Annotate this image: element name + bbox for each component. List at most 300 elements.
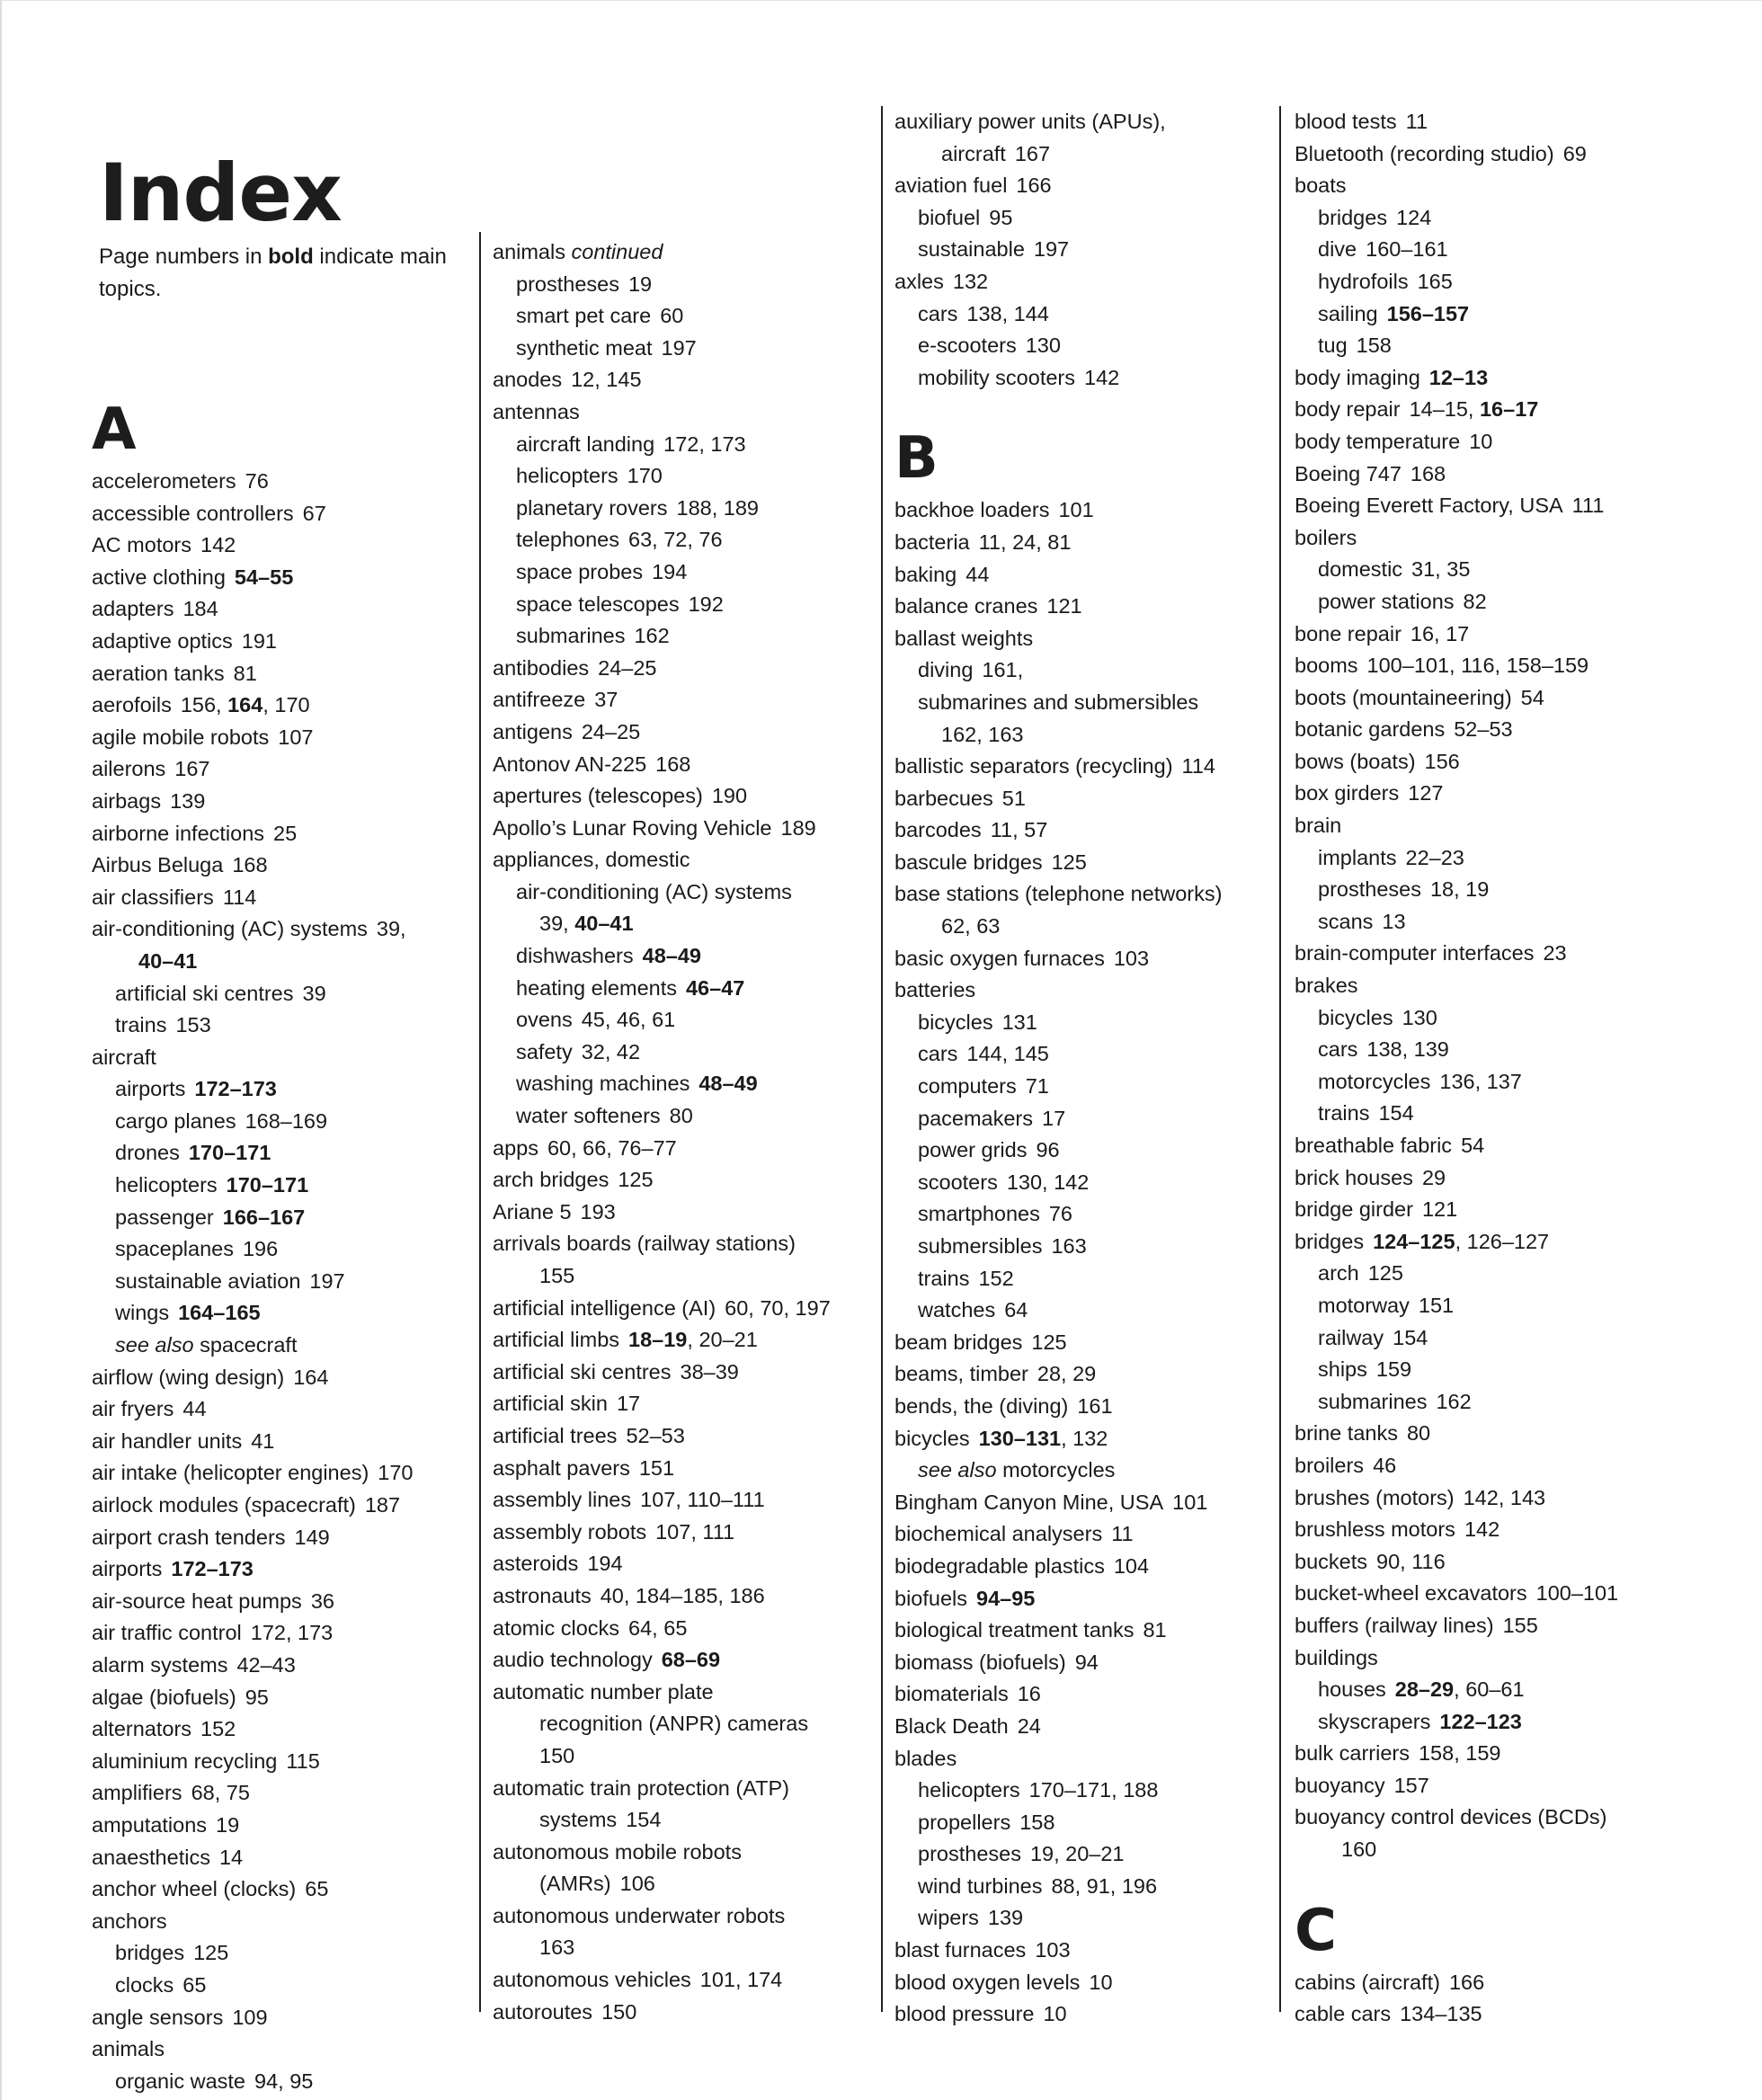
- page-refs: [1357, 334, 1392, 357]
- index-entry: [1295, 938, 1618, 970]
- page-refs: [1543, 941, 1566, 965]
- entry-term: brushless motors: [1295, 1517, 1455, 1542]
- page-refs: [223, 1206, 306, 1229]
- page-ref: 138, 144: [966, 301, 1049, 325]
- page-refs: [1368, 1261, 1403, 1285]
- index-subentry: [493, 876, 831, 909]
- page-refs: [189, 1141, 271, 1164]
- index-entry: [92, 1873, 414, 1906]
- entry-term: skyscrapers: [1318, 1709, 1431, 1733]
- entry-term: alternators: [92, 1717, 192, 1741]
- entry-term: anchors: [92, 1909, 167, 1933]
- index-entry: [92, 1810, 414, 1842]
- page-ref: 40, 184–185, 186: [600, 1583, 765, 1607]
- page-refs: [1378, 1101, 1413, 1125]
- index-entry: [894, 1711, 1222, 1743]
- page-ref: 197: [309, 1268, 345, 1293]
- entry-term: prostheses: [918, 1842, 1021, 1866]
- page-refs: [1182, 754, 1215, 778]
- index-entry: [493, 653, 831, 685]
- page-refs: [1411, 557, 1470, 581]
- page-refs: [1035, 1938, 1070, 1962]
- page-ref: 131: [1001, 1010, 1037, 1034]
- page-ref: , 170: [263, 693, 310, 717]
- page-refs: [181, 693, 310, 716]
- page-refs: [626, 1808, 661, 1831]
- entry-term: Bingham Canyon Mine, USA: [894, 1490, 1164, 1514]
- page-ref: 64, 65: [628, 1615, 688, 1640]
- index-subentry: [894, 1871, 1222, 1903]
- index-subentry: [493, 269, 831, 301]
- index-subentry: [894, 362, 1222, 395]
- index-entry: [894, 1551, 1222, 1583]
- page-refs: [1406, 110, 1428, 133]
- page-ref: 82: [1463, 589, 1487, 613]
- index-subentry: [92, 1137, 414, 1170]
- page-refs: [1422, 1197, 1457, 1221]
- page-ref: 39,: [376, 917, 406, 941]
- page-refs: [1461, 1134, 1484, 1157]
- page-ref: 184: [182, 597, 218, 621]
- page-refs: [1034, 237, 1069, 261]
- index-entry: [894, 1743, 1222, 1775]
- index-subentry: [493, 620, 831, 653]
- page-refs: [223, 885, 256, 909]
- page-ref: 134–135: [1400, 2002, 1482, 2026]
- page-refs: [182, 1973, 206, 1997]
- page-refs: [1393, 1326, 1428, 1349]
- entry-term: ovens: [516, 1008, 573, 1032]
- index-entry: [894, 847, 1222, 879]
- page-refs: [1382, 910, 1405, 933]
- index-entry: [894, 527, 1222, 559]
- entry-term: wind turbines: [918, 1873, 1043, 1898]
- entry-term: atomic clocks: [493, 1615, 620, 1640]
- entry-term: appliances, domestic: [493, 848, 690, 872]
- index-entry: [493, 1164, 831, 1197]
- page-refs: [1052, 850, 1087, 874]
- see-also-label: see also: [115, 1333, 194, 1357]
- entry-term: arch bridges: [493, 1168, 610, 1192]
- entry-term: blast furnaces: [894, 1938, 1027, 1962]
- page-refs: [582, 1008, 676, 1031]
- index-entry: [894, 1647, 1222, 1679]
- page-ref: 17: [1042, 1106, 1066, 1130]
- page-refs: [1394, 1774, 1429, 1797]
- entry-term: automatic number plate: [493, 1679, 714, 1704]
- page-refs: [1419, 1741, 1500, 1765]
- page-refs: [663, 432, 745, 456]
- page-refs: [581, 1200, 616, 1224]
- page-ref: 17: [616, 1392, 641, 1416]
- index-subentry: [493, 1260, 831, 1293]
- page-ref: 187: [364, 1493, 401, 1517]
- entry-term: amputations: [92, 1812, 208, 1837]
- page-ref-main-topic: 122–123: [1439, 1709, 1522, 1733]
- index-entry: [493, 1420, 831, 1453]
- index-entry: [1295, 394, 1618, 426]
- page-ref: 127: [1408, 781, 1444, 805]
- index-subentry: [92, 1170, 414, 1202]
- page-ref: 25: [273, 821, 298, 845]
- index-entry: [894, 106, 1222, 138]
- index-entry: [894, 783, 1222, 815]
- page-ref: 19: [216, 1812, 240, 1837]
- page-ref: 44: [966, 562, 990, 586]
- index-entry: [493, 1324, 831, 1357]
- page-top-edge: [0, 0, 1762, 1]
- page-ref: 189: [780, 815, 816, 840]
- entry-term: ailerons: [92, 757, 166, 781]
- entry-term: air fryers: [92, 1397, 174, 1421]
- page-ref: 52–53: [626, 1423, 685, 1447]
- page-ref: 46: [1373, 1453, 1397, 1477]
- entry-term: mobility scooters: [918, 365, 1075, 389]
- page-refs: [689, 592, 724, 616]
- index-entry: [894, 878, 1222, 911]
- section-letter: A: [92, 396, 137, 463]
- page-refs: [194, 1077, 277, 1100]
- page-refs: [182, 597, 218, 620]
- page-ref: 172, 173: [250, 1621, 334, 1645]
- index-entry: [92, 466, 414, 498]
- page-refs: [1114, 947, 1149, 970]
- page-refs: [1439, 1710, 1522, 1733]
- page-refs: [170, 789, 205, 813]
- index-subentry: [1295, 1322, 1618, 1355]
- page-ref: 156,: [180, 693, 228, 717]
- page-ref: 44: [182, 1397, 207, 1421]
- page-ref: 16: [1017, 1682, 1041, 1706]
- page-ref: 194: [652, 559, 688, 583]
- entry-term: Apollo’s Lunar Roving Vehicle: [493, 815, 772, 840]
- entry-term: apertures (telescopes): [493, 784, 703, 808]
- entry-term: boots (mountaineering): [1295, 685, 1512, 709]
- index-subentry: [894, 138, 1222, 171]
- page-ref: 114: [222, 885, 257, 909]
- index-subentry: [493, 1004, 831, 1037]
- entry-term: bridges: [1318, 205, 1388, 229]
- page-ref: 130: [1025, 334, 1061, 358]
- page-refs: [245, 1686, 269, 1709]
- page-ref: 156: [1424, 749, 1460, 773]
- index-subentry: [894, 1038, 1222, 1071]
- page-refs: [634, 624, 669, 647]
- page-ref: 107, 111: [655, 1519, 735, 1544]
- page-ref: 159: [1375, 1357, 1412, 1382]
- index-entry: [92, 2033, 414, 2066]
- page-refs: [781, 816, 816, 840]
- index-entry: [894, 1358, 1222, 1391]
- page-refs: [601, 2000, 636, 2024]
- page-ref: 90, 116: [1376, 1549, 1446, 1573]
- index-subentry: [894, 202, 1222, 235]
- page-ref: 37: [594, 688, 618, 712]
- index-subentry: [493, 1740, 831, 1773]
- page-refs: [1019, 1811, 1055, 1834]
- index-entry: [493, 716, 831, 749]
- entry-term: railway: [1318, 1325, 1384, 1349]
- page-refs: [941, 914, 1000, 938]
- page-refs: [1536, 1581, 1619, 1605]
- page-ref: 158: [1019, 1810, 1055, 1834]
- page-refs: [1410, 622, 1469, 645]
- entry-term: aircraft: [92, 1045, 156, 1069]
- page-ref: 11: [1405, 110, 1428, 133]
- index-entry: [1295, 1130, 1618, 1162]
- entry-term: bulk carriers: [1295, 1741, 1410, 1766]
- entry-term: drones: [115, 1141, 180, 1165]
- page-refs: [978, 1267, 1013, 1290]
- page-refs: [655, 752, 690, 776]
- entry-term: brain-computer interfaces: [1295, 941, 1535, 965]
- index-entry: [92, 722, 414, 754]
- entry-term: biodegradable plastics: [894, 1553, 1105, 1578]
- page-ref: 60, 66, 76–77: [547, 1135, 677, 1160]
- index-subentry: [1295, 298, 1618, 331]
- page-refs: [1037, 1362, 1096, 1385]
- index-entry: [493, 1773, 831, 1805]
- page-refs: [979, 530, 1072, 554]
- entry-term: boats: [1295, 174, 1347, 198]
- page-ref-main-topic: 46–47: [685, 975, 745, 1000]
- page-refs: [1004, 1298, 1028, 1321]
- entry-term: artificial intelligence (AI): [493, 1295, 716, 1320]
- index-entry: [1295, 1450, 1618, 1482]
- entry-term: buckets: [1295, 1549, 1367, 1573]
- index-subentry: [1295, 586, 1618, 618]
- entry-term: biofuel: [918, 205, 981, 229]
- index-entry: [894, 1998, 1222, 2031]
- page-ref: 95: [989, 205, 1013, 229]
- page-ref: 71: [1025, 1074, 1049, 1099]
- entry-term: hydrofoils: [1318, 269, 1409, 293]
- index-entry: [894, 1487, 1222, 1519]
- entry-term: beams, timber: [894, 1362, 1028, 1386]
- entry-term: adapters: [92, 597, 174, 621]
- entry-term: motorway: [1318, 1293, 1410, 1317]
- entry-term: body temperature: [1295, 429, 1461, 453]
- page-ref: 160: [1341, 1838, 1377, 1862]
- page-refs: [1366, 1037, 1448, 1061]
- page-refs: [539, 912, 634, 935]
- page-refs: [617, 1392, 640, 1415]
- page-ref: 168: [1410, 461, 1446, 485]
- page-ref: 14: [218, 1845, 244, 1869]
- entry-term: astronauts: [493, 1583, 592, 1607]
- page-refs: [677, 496, 759, 520]
- entry-term: domestic: [1318, 557, 1403, 582]
- index-entry: [493, 1580, 831, 1613]
- entry-term: aircraft: [941, 141, 1006, 165]
- index-entry: [894, 1423, 1222, 1455]
- page-refs: [193, 1941, 228, 1964]
- index-subentry: [493, 1037, 831, 1069]
- page-ref: 144, 145: [966, 1042, 1049, 1066]
- entry-term: artificial limbs: [493, 1328, 620, 1352]
- page-refs: [378, 1461, 413, 1484]
- page-ref: 161: [1077, 1393, 1113, 1418]
- page-ref-main-topic: 48–49: [699, 1072, 758, 1096]
- page-ref: 11: [1111, 1522, 1134, 1546]
- entry-term: water softeners: [516, 1104, 661, 1128]
- index-subentry: [493, 908, 831, 940]
- page-ref: 150: [539, 1743, 575, 1767]
- entry-term: anodes: [493, 368, 563, 392]
- page-ref: 65: [182, 1972, 207, 1997]
- page-refs: [293, 1366, 328, 1389]
- entry-term: cars: [918, 301, 958, 325]
- entry-term: autonomous mobile robots: [493, 1839, 742, 1864]
- index-entry: [1295, 810, 1618, 842]
- entry-term: animals: [92, 2037, 165, 2061]
- index-entry: [92, 1650, 414, 1682]
- page-ref: 139: [170, 788, 206, 813]
- entry-term: AC motors: [92, 533, 191, 557]
- entry-term: artificial ski centres: [115, 981, 294, 1005]
- index-entry: [493, 813, 831, 845]
- page-refs: [670, 1104, 693, 1127]
- entry-term: implants: [1318, 845, 1397, 869]
- page-refs: [1373, 1454, 1396, 1477]
- page-refs: [598, 656, 656, 680]
- page-ref: 67: [302, 501, 326, 525]
- page-ref-main-topic: 170–171: [188, 1141, 271, 1165]
- entry-term: buoyancy control devices (BCDs): [1295, 1805, 1607, 1829]
- page-ref: 54: [1520, 685, 1544, 709]
- page-refs: [982, 658, 1023, 681]
- index-entry: [493, 1388, 831, 1420]
- page-ref: 18, 19: [1429, 877, 1490, 902]
- page-refs: [1449, 1971, 1484, 1994]
- intro-prefix: Page numbers in: [99, 245, 269, 269]
- index-subentry: [1295, 1706, 1618, 1739]
- index-entry: [493, 1837, 831, 1869]
- page-refs: [1572, 494, 1605, 517]
- page-ref: 10: [1089, 1970, 1113, 1994]
- page-ref-main-topic: 28–29: [1394, 1677, 1455, 1702]
- page-refs: [662, 336, 697, 360]
- page-refs: [966, 563, 989, 586]
- page-refs: [1406, 846, 1464, 869]
- page-ref: 81: [1143, 1618, 1167, 1642]
- section-letter: C: [1295, 1897, 1337, 1964]
- page-ref: 154: [626, 1808, 662, 1832]
- page-refs: [640, 1488, 765, 1511]
- entry-term: brushes (motors): [1295, 1485, 1455, 1509]
- index-entry: [92, 2002, 414, 2034]
- page-ref: 125: [1051, 850, 1087, 874]
- page-ref-main-topic: 40–41: [574, 912, 634, 936]
- page-refs: [1051, 1874, 1157, 1898]
- index-entry: [1295, 1967, 1618, 1999]
- index-entry: [894, 1327, 1222, 1359]
- page-refs: [1410, 397, 1539, 421]
- index-entry: [92, 1586, 414, 1618]
- page-ref-main-topic: 172–173: [171, 1557, 254, 1581]
- entry-term: submarines: [516, 624, 626, 648]
- page-refs: [295, 1526, 330, 1549]
- page-ref: 19: [627, 271, 653, 296]
- page-ref: 151: [1418, 1293, 1455, 1317]
- page-refs: [178, 1301, 261, 1324]
- entry-term: breathable fabric: [1295, 1134, 1453, 1157]
- index-entry: [493, 1293, 831, 1325]
- index-subentry: [894, 687, 1222, 719]
- entry-term: apps: [493, 1135, 538, 1160]
- page-refs: [1075, 1651, 1099, 1674]
- page-ref: 170: [627, 464, 663, 488]
- index-entry: [92, 1393, 414, 1426]
- entry-term: basic oxygen furnaces: [894, 946, 1105, 970]
- index-entry: [92, 786, 414, 818]
- index-entry: [92, 1426, 414, 1458]
- page-refs: [1419, 1294, 1454, 1317]
- index-subentry: [1295, 266, 1618, 298]
- entry-term: air handler units: [92, 1428, 243, 1453]
- index-entry: [92, 658, 414, 690]
- page-ref: 136, 137: [1439, 1069, 1522, 1093]
- page-refs: [976, 1587, 1035, 1610]
- page-refs: [305, 1877, 328, 1900]
- page-ref: 62, 63: [941, 914, 1001, 939]
- page-ref: 80: [1406, 1421, 1431, 1446]
- entry-term: body imaging: [1295, 365, 1420, 389]
- page-refs: [227, 1173, 309, 1197]
- index-entry: [894, 559, 1222, 592]
- page-ref: 29: [1421, 1165, 1446, 1189]
- index-subentry: [894, 1455, 1222, 1487]
- entry-term: Bluetooth (recording studio): [1295, 141, 1554, 165]
- page-ref: , 20–21: [687, 1328, 758, 1352]
- entry-term: batteries: [894, 978, 976, 1002]
- entry-term: aircraft landing: [516, 432, 655, 456]
- page-refs: [1046, 594, 1081, 618]
- page-ref: 76: [245, 469, 269, 493]
- entry-term: assembly robots: [493, 1519, 647, 1544]
- index-entry: [1295, 1194, 1618, 1226]
- page-ref: 155: [1502, 1613, 1538, 1637]
- index-entry: [1295, 138, 1618, 171]
- index-subentry: [894, 330, 1222, 362]
- page-ref: 109: [232, 2005, 268, 2029]
- page-ref: 101: [1172, 1490, 1208, 1514]
- entry-term: autonomous vehicles: [493, 1968, 691, 1992]
- entry-term: baking: [894, 562, 957, 586]
- entry-term: botanic gardens: [1295, 717, 1446, 742]
- index-entry: [894, 1615, 1222, 1647]
- page-refs: [174, 757, 209, 780]
- page-refs: [377, 917, 406, 940]
- entry-term: buoyancy: [1295, 1773, 1385, 1797]
- page-ref: 125: [1031, 1330, 1067, 1354]
- page-ref-main-topic: 12–13: [1428, 365, 1489, 389]
- index-entry: [92, 1713, 414, 1746]
- entry-term: antigens: [493, 719, 573, 743]
- entry-term: axles: [894, 269, 944, 293]
- entry-term: Boeing Everett Factory, USA: [1295, 494, 1563, 518]
- entry-term: cabins (aircraft): [1295, 1970, 1440, 1994]
- page-ref: 100–101: [1535, 1581, 1619, 1606]
- page-refs: [620, 1872, 655, 1895]
- page-refs: [1051, 1234, 1086, 1258]
- index-entry: [92, 1042, 414, 1074]
- page-ref: 155: [539, 1264, 575, 1287]
- index-subentry: [92, 946, 414, 978]
- index-subentry: [894, 1838, 1222, 1871]
- entry-term: beam bridges: [894, 1330, 1023, 1354]
- page-ref: 100–101, 116, 158–159: [1366, 654, 1589, 678]
